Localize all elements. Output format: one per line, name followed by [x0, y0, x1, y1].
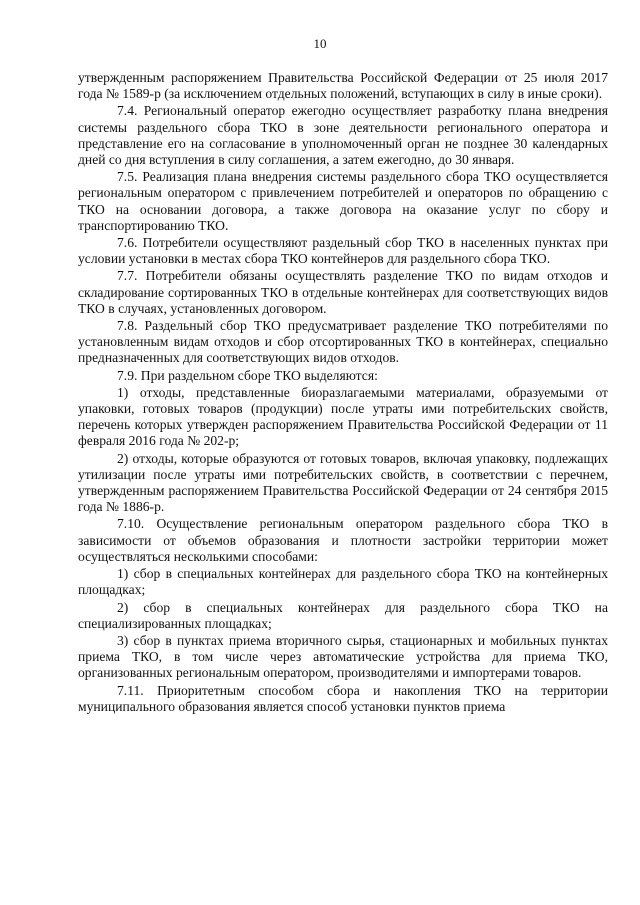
list-item: 2) отходы, которые образуются от готовых товаров, включая упаковку, подлежащих утилизации после утраты ими потребительских свойств, в соответствии с перечнем, утвержденным распоряжением Правительства Российской Федерации от 24 сентября 2015 года № 1886-р. — [78, 450, 608, 515]
paragraph: 7.5. Реализация плана внедрения системы раздельного сбора ТКО осуществляется региональным оператором с привлечением потребителей и операторов по обращению с ТКО на основании договора, а также договора на оказание услуг по сбору и транспортированию ТКО. — [78, 169, 608, 233]
list-item: 1) сбор в специальных контейнерах для раздельного сбора ТКО на контейнерных площадках; — [78, 566, 608, 598]
paragraph: 7.9. При раздельном сборе ТКО выделяются: — [117, 367, 378, 383]
list-item: 2) сбор в специальных контейнерах для раздельного сбора ТКО на специализированных площадках; — [78, 599, 608, 631]
paragraph: 7.10. Осуществление региональным оператором раздельного сбора ТКО в зависимости от объемов образования и плотности застройки территории может осуществляться несколькими способами: — [78, 516, 608, 564]
paragraph: утвержденным распоряжением Правительства Российской Федерации от 25 июля 2017 года № 1589-р (за исключением отдельных положений, вступающих в силу в иные сроки). — [78, 70, 608, 102]
page-number: 10 — [313, 36, 327, 51]
list-item: 3) сбор в пунктах приема вторичного сырья, стационарных и мобильных пунктах приема ТКО, в том числе через автоматические устройства для приема ТКО, организованных региональным оператором, производителями и импортерами товаров. — [78, 632, 608, 681]
document-body — [78, 70, 608, 716]
paragraph: 7.11. Приоритетным способом сбора и накопления ТКО на территории муниципального образования является способ установки пунктов приема — [78, 682, 608, 714]
paragraph: 7.8. Раздельный сбор ТКО предусматривает разделение ТКО потребителями по установленным видам отходов и сбор отсортированных ТКО в контейнерах, специально предназначенных для соответствующих видов отходов. — [78, 318, 608, 366]
paragraph: 7.7. Потребители обязаны осуществлять разделение ТКО по видам отходов и складирование сортированных ТКО в отдельные контейнерах для соответствующих видов ТКО в случаях, установленных договором. — [78, 268, 608, 316]
list-item: 1) отходы, представленные биоразлагаемыми материалами, образуемыми от упаковки, готовых товаров (продукции) после утраты ими потребительских свойств, перечень которых утвержден распоряжением Правительства Российской Федерации от 11 февраля 2016 года № 202-р; — [78, 384, 608, 449]
paragraph: 7.6. Потребители осуществляют раздельный сбор ТКО в населенных пунктах при условии установки в местах сбора ТКО контейнеров для раздельного сбора ТКО. — [78, 235, 608, 267]
paragraph: 7.4. Региональный оператор ежегодно осуществляет разработку плана внедрения системы раздельного сбора ТКО в зоне деятельности регионального оператора и представление его на согласование в уполномоченный орган не позднее 30 календарных дней со дня вступления в силу соглашения, а затем ежегодно, до 30 января. — [78, 103, 608, 168]
